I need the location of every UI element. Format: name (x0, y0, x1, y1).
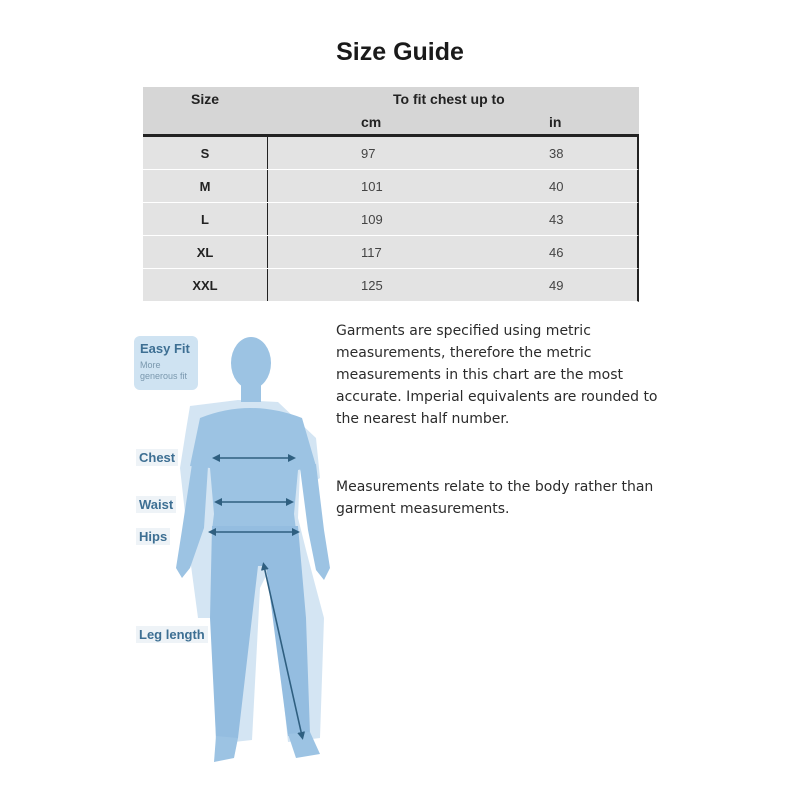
cell-size: S (143, 137, 268, 169)
easy-fit-title: Easy Fit (140, 341, 190, 356)
header-in: in (549, 114, 562, 130)
page-title: Size Guide (336, 38, 464, 66)
table-row (143, 236, 639, 269)
table-row (143, 137, 639, 170)
easy-fit-subtitle: More generous fit (140, 360, 188, 381)
table-row (143, 269, 639, 302)
waist-label: Waist (136, 496, 176, 513)
table-row (143, 203, 639, 236)
cell-cm: 97 (361, 145, 376, 161)
cell-in: 40 (549, 178, 564, 194)
cell-in: 43 (549, 211, 564, 227)
table-header (143, 87, 639, 137)
cell-cm: 101 (361, 178, 383, 194)
metric-note: Garments are specified using metric measurements, therefore the metric measurements in this chart are the most accurate. Imperial equivalents are rounded to the nearest half number. (336, 323, 658, 427)
header-fit-chest: To fit chest up to (393, 91, 505, 107)
body-measurement-note: Measurements relate to the body rather than garment measurements. (336, 479, 654, 517)
cell-cm: 117 (361, 244, 382, 260)
cell-size: M (143, 170, 268, 202)
size-table (143, 87, 639, 302)
cell-cm: 109 (361, 211, 383, 227)
cell-size: XXL (143, 269, 268, 301)
table-row (143, 170, 639, 203)
header-size: Size (191, 91, 220, 107)
cell-in: 46 (549, 244, 564, 260)
cell-size: XL (143, 236, 268, 268)
cell-size: L (143, 203, 268, 235)
header-cm: cm (361, 114, 382, 130)
easy-fit-badge (134, 336, 198, 390)
leg-length-label: Leg length (136, 626, 208, 643)
chest-label: Chest (136, 449, 178, 466)
person-silhouette-icon (176, 337, 330, 762)
cell-in: 49 (549, 277, 564, 293)
cell-in: 38 (549, 145, 564, 161)
hips-label: Hips (136, 528, 170, 545)
cell-cm: 125 (361, 277, 383, 293)
